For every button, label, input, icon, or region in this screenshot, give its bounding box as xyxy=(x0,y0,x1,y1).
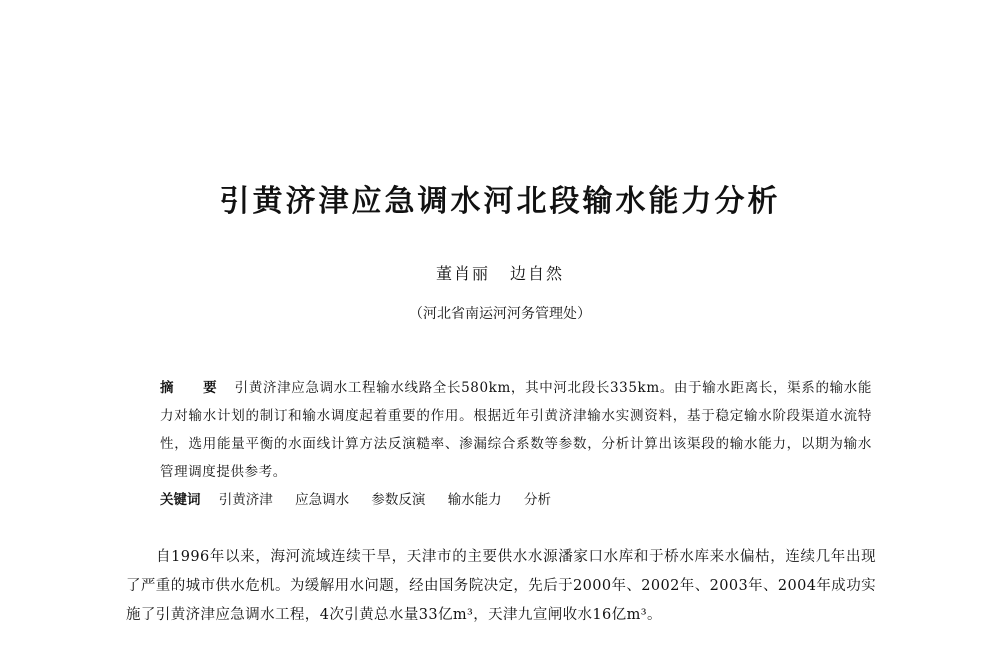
paper-title: 引黄济津应急调水河北段输水能力分析 xyxy=(219,184,781,219)
abstract-label: 摘 要 xyxy=(160,380,225,396)
keyword: 引黄济津 xyxy=(218,492,273,508)
intro-paragraph: 自1996年以来，海河流域连续干旱，天津市的主要供水水源潘家口水库和于桥水库来水偏枯，连续几年出现了严重的城市供水危机。为缓解用水问题，经由国务院决定，先后于2000年、2002年、2003年、2004年成功实施了引黄济津应急调水工程，4次引黄总水量33亿m³，天津九宣闸收水16亿m³。 xyxy=(126,549,877,623)
author-affiliation: （河北省南运河河务管理处） xyxy=(409,306,591,322)
author-name: 边自然 xyxy=(510,264,565,283)
abstract-text: 引黄济津应急调水工程输水线路全长580km，其中河北段长335km。由于输水距离长，渠系的输水能力对输水计划的制订和输水调度起着重要的作用。根据近年引黄济津输水实测资料，基于稳定输水阶段渠道水流特性，选用能量平衡的水面线计算方法反演糙率、渗漏综合系数等参数，分析计算出该渠段的输水能力，以期为输水管理调度提供参考。 xyxy=(160,380,873,480)
keyword: 应急调水 xyxy=(295,492,350,508)
keyword: 参数反演 xyxy=(371,492,426,508)
keyword: 分析 xyxy=(523,492,551,508)
author-name: 董肖丽 xyxy=(435,264,490,283)
keyword: 输水能力 xyxy=(447,492,502,508)
author-list xyxy=(0,262,1000,286)
keywords-block xyxy=(160,486,872,514)
abstract-block xyxy=(160,374,872,486)
keywords-label: 关键词 xyxy=(160,492,201,508)
